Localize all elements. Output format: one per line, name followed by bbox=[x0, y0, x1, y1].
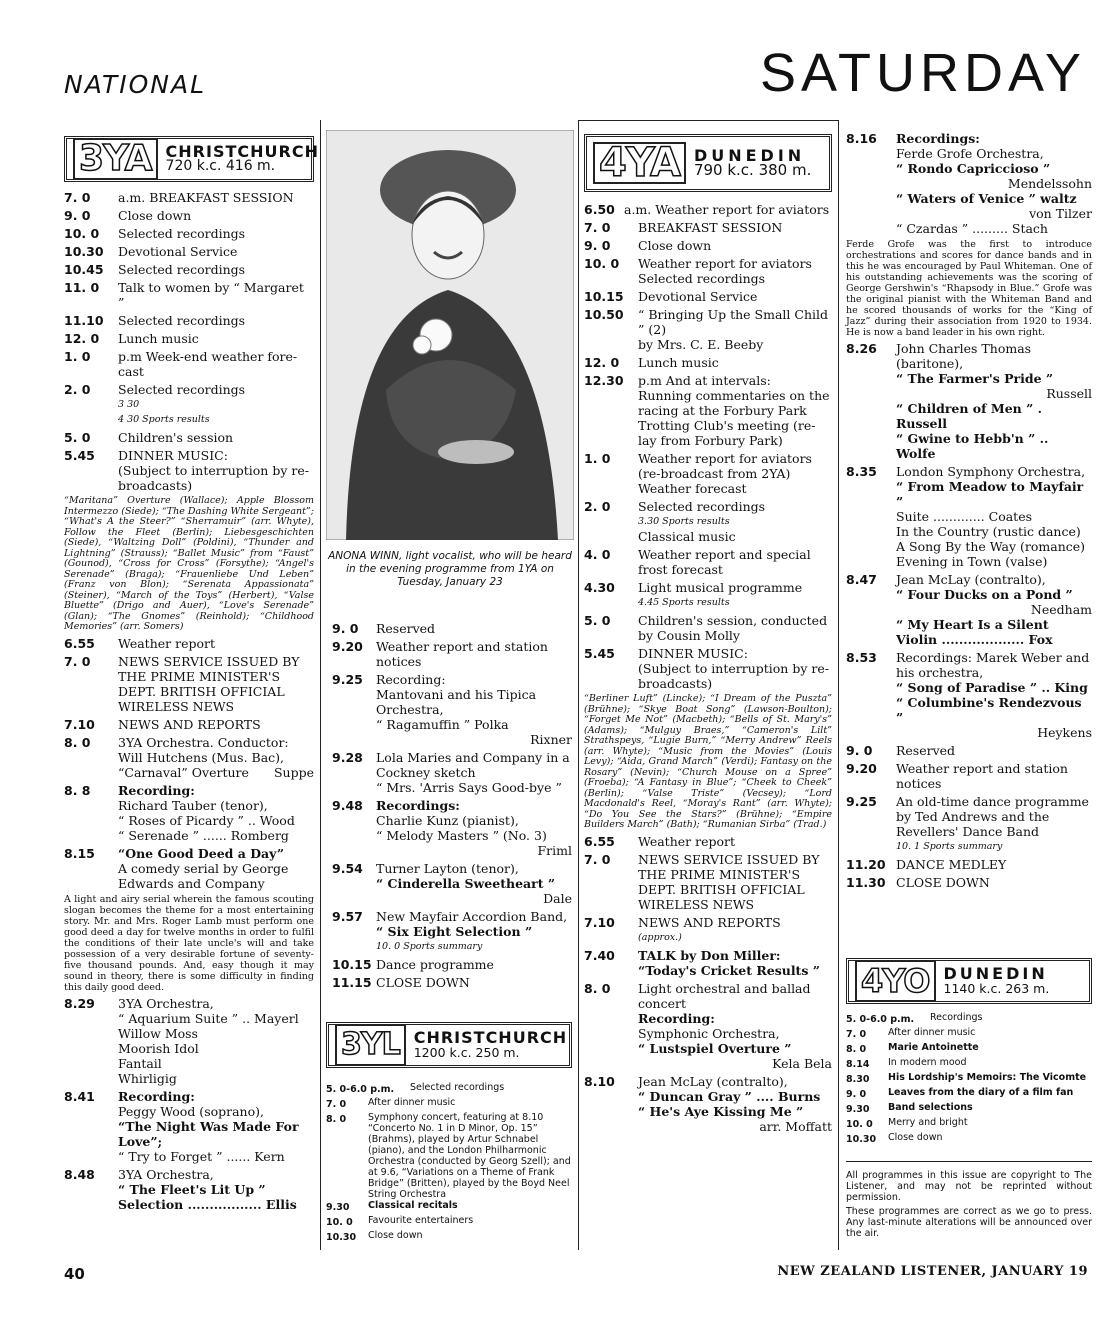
programme-entry: 9. 0 Close down bbox=[64, 208, 192, 223]
programme-entry: 9.25 Recording: Mantovani and his Tipica Orchestra, “ Ragamuffin ” Polka Rixner bbox=[332, 672, 572, 747]
programme-entry: 8.15 “One Good Deed a Day” A comedy serial by George Edwards and Company bbox=[64, 845, 289, 891]
programme-entry: 8.53 Recordings: Marek Weber and his orchestra, “ Song of Paradise ” .. King “ Columbine's Rendezvous ” Heykens bbox=[846, 650, 1092, 740]
programme-entry: 9.57 New Mayfair Accordion Band, “ Six Eight Selection ” 10. 0 Sports summary bbox=[332, 909, 568, 952]
programme-entry: 8. 0 3YA Orchestra. Conductor: Will Hutchens (Mus. Bac), “Carnaval” Overture Suppe bbox=[64, 734, 314, 780]
programme-entry: 10. 0 Selected recordings bbox=[64, 226, 246, 241]
dinner-music-list: “Maritana” Overture (Wallace); Apple Blossom Intermezzo (Siede); “The Dashing White Sergeant”; “What's A the Steer?” “Sherramuir” (arr. Whyte), Follow the Fleet (Berlin); Liebesgeschichten (Siede), “Waltzing Doll” (Poldini), “Thunder and Lightning” (Strauss); “Ballet Music” from “Faust” (Gounod), “Cross for Cross” (Forsythe); “Angel's Serenade” (Braga); “Frauenliebe Und Leben” (Franz von Blon); “Serenata Appassionata” (Steiner), “March of the Toys” (Herbert), “Valse Bluette” (Drigo and Auer), “Love's Serenade” (Glan); “The Gnomes” (Reinhold); “Childhood Memories” (arr. Somers) bbox=[64, 495, 314, 632]
programme-entry: 10. 0 Weather report for aviators Selected recordings bbox=[584, 256, 812, 286]
programme-entry: 11.10 Selected recordings bbox=[64, 313, 246, 328]
station-city: CHRISTCHURCH bbox=[413, 1028, 568, 1047]
programme-entry: 10. 0 Merry and bright bbox=[846, 1117, 968, 1130]
station-header bbox=[64, 136, 319, 182]
programme-entry: 8.30 His Lordship's Memoirs: The Vicomte bbox=[846, 1072, 1087, 1085]
programme-entry: 7.10 NEWS AND REPORTS (approx.) bbox=[584, 914, 781, 943]
programme-entry: 9.54 Turner Layton (tenor), “ Cinderella Sweetheart ” Dale bbox=[332, 861, 572, 906]
programme-entry: 6.50 a.m. Weather report for aviators bbox=[584, 202, 830, 217]
programme-entry: 8. 0 Symphony concert, featuring at 8.10 “Concerto No. 1 in D Minor, Op. 15” (Brahms), played by Artur Schnabel (piano), and the London Philharmonic Orchestra (conducted by Georg Szell); and at 9.6, “Variations on a Theme of Frank Bridge” (Britten), played by the Boyd Neel String Orchestra bbox=[326, 1112, 571, 1200]
station-4ya-continued bbox=[846, 128, 1092, 890]
divider bbox=[846, 1161, 1092, 1162]
programme-entry: 9. 0 Close down bbox=[584, 238, 712, 253]
programme-entry: 8.48 3YA Orchestra, “ The Fleet's Lit Up ” Selection ................. Ellis bbox=[64, 1166, 297, 1212]
station-4yo bbox=[846, 958, 1092, 1242]
programme-entry: 9. 0 Leaves from the diary of a film fan bbox=[846, 1087, 1074, 1100]
programme-entry: 9. 0 Reserved bbox=[332, 621, 436, 636]
programme-entry: 5. 0-6.0 p.m. Recordings bbox=[846, 1012, 983, 1025]
programme-entry: 9.48 Recordings: Charlie Kunz (pianist), “ Melody Masters ” (No. 3) Friml bbox=[332, 798, 572, 858]
programme-entry: 8. 0 Marie Antoinette bbox=[846, 1042, 979, 1055]
section-title: NATIONAL bbox=[64, 70, 207, 99]
station-frequency: 1140 k.c. 263 m. bbox=[943, 981, 1050, 996]
programme-entry: 11.20 DANCE MEDLEY bbox=[846, 857, 1007, 872]
programme-entry: 7. 0 a.m. BREAKFAST SESSION bbox=[64, 190, 294, 205]
station-city: DUNEDIN bbox=[943, 964, 1048, 983]
publication-line: NEW ZEALAND LISTENER, JANUARY 19 bbox=[777, 1264, 1088, 1279]
programme-entry: 12.30 p.m And at intervals: Running commentaries on the racing at the Forbury Park Trotting Club's meeting (re-lay from Forbury Park) bbox=[584, 373, 830, 448]
station-logo: 4YA bbox=[593, 142, 686, 184]
programme-entry: 8. 8 Recording: Richard Tauber (tenor), “ Roses of Picardy ” .. Wood “ Serenade ” ...... Romberg bbox=[64, 782, 295, 843]
programme-entry: 11. 0 Talk to women by “ Margaret ” bbox=[64, 280, 304, 310]
station-logo: 3YA bbox=[73, 138, 158, 180]
photo-caption: ANONA WINN, light vocalist, who will be heard in the evening programme from 1YA on Tuesday, January 23 bbox=[328, 550, 572, 588]
programme-entry: 6.55 Weather report bbox=[64, 635, 215, 651]
copyright-notice: All programmes in this issue are copyright to The Listener, and may not be reprinted without permission. bbox=[846, 1170, 1092, 1203]
station-logo: 3YL bbox=[335, 1024, 406, 1066]
page-number: 40 bbox=[64, 1265, 85, 1283]
programme-entry: 8.47 Jean McLay (contralto), “ Four Ducks on a Pond ” Needham “ My Heart Is a Silent Violin ................... Fox bbox=[846, 572, 1092, 647]
programme-entry: 8.35 London Symphony Orchestra, “ From Meadow to Mayfair ” Suite ............. Coates In the Country (rustic dance) A Song By the Way (romance) Evening in Town (valse) bbox=[846, 464, 1086, 569]
programme-entry: 10. 0 Favourite entertainers bbox=[326, 1215, 474, 1228]
programme-entry: 9.28 Lola Maries and Company in a Cockney sketch “ Mrs. 'Arris Says Good-bye ” bbox=[332, 750, 570, 795]
programme-entry: 1. 0 Weather report for aviators (re-broadcast from 2YA) Weather forecast bbox=[584, 451, 812, 496]
station-header bbox=[326, 1022, 572, 1068]
station-city: CHRISTCHURCH bbox=[165, 142, 319, 161]
programme-entry: 8.14 In modern mood bbox=[846, 1057, 967, 1070]
station-3yl bbox=[326, 1022, 572, 1245]
programme-entry: 10.30 Close down bbox=[326, 1230, 423, 1243]
column-rule bbox=[578, 120, 579, 1250]
programme-entry: 5.45 DINNER MUSIC: (Subject to interruption by re-broadcasts) bbox=[64, 448, 309, 493]
programme-entry: 7.10 NEWS AND REPORTS bbox=[64, 716, 261, 732]
programme-entry: 2. 0 Selected recordings 3.30 Sports results Classical music bbox=[584, 499, 766, 544]
programme-entry: 10.50 “ Bringing Up the Small Child ” (2) by Mrs. C. E. Beeby bbox=[584, 307, 829, 352]
programme-entry: 2. 0 Selected recordings 3 30 4 30 Sports results bbox=[64, 382, 246, 425]
programme-entry: 7.40 TALK by Don Miller: “Today's Cricket Results ” bbox=[584, 947, 820, 978]
programme-entry: 10.45 Selected recordings bbox=[64, 262, 246, 277]
station-frequency: 720 k.c. 416 m. bbox=[165, 158, 276, 174]
programme-entry: 10.30 Close down bbox=[846, 1132, 943, 1145]
programme-entry: 5. 0 Children's session, conducted by Cousin Molly bbox=[584, 613, 828, 643]
programme-entry: 4.30 Light musical programme 4.45 Sports results bbox=[584, 580, 803, 608]
station-logo: 4YO bbox=[855, 960, 936, 1002]
programme-entry: 1. 0 p.m Week-end weather fore-cast bbox=[64, 349, 298, 379]
station-frequency: 790 k.c. 380 m. bbox=[693, 161, 812, 179]
serial-description: A light and airy serial wherein the famous scouting slogan becomes the theme for a most entertaining story. Mr. and Mrs. Roger Lamb must perform one good deed a day for twelve months in order to fulfil the conditions of their late uncle's will and take possession of a very desirable fortune of seventy-five thousand pounds. And, easy though it may sound in theory, there is some difficulty in finding this daily good deed. bbox=[64, 893, 314, 993]
programme-entry: 6.55 Weather report bbox=[584, 833, 735, 849]
programme-entry: 9.20 Weather report and station notices bbox=[846, 761, 1068, 791]
station-header bbox=[846, 958, 1092, 1004]
programme-entry: 7. 0 After dinner music bbox=[326, 1097, 456, 1110]
programme-entry: 9.30 Band selections bbox=[846, 1102, 973, 1115]
programme-entry: 12. 0 Lunch music bbox=[64, 331, 199, 346]
column-rule bbox=[838, 120, 839, 1250]
programme-entry: 10.30 Devotional Service bbox=[64, 244, 238, 259]
programme-entry: 5. 0-6.0 p.m. Selected recordings bbox=[326, 1082, 505, 1095]
programme-entry: 12. 0 Lunch music bbox=[584, 355, 719, 370]
programme-entry: 5.45 DINNER MUSIC: (Subject to interruption by re-broadcasts) bbox=[584, 646, 829, 691]
programme-entry: 5. 0 Children's session bbox=[64, 430, 234, 445]
station-city: DUNEDIN bbox=[693, 146, 806, 165]
column-rule bbox=[320, 120, 321, 1250]
station-4ya bbox=[584, 134, 832, 1134]
programme-entry: 8.16 Recordings: Ferde Grofe Orchestra, “ Rondo Capriccioso ” Mendelssohn “ Waters of Venice ” waltz von Tilzer “ Czardas ” ......... Stach bbox=[846, 131, 1092, 236]
programme-entry: 7. 0 After dinner music bbox=[846, 1027, 976, 1040]
top-rule bbox=[578, 120, 838, 121]
station-3ya-continued bbox=[332, 618, 572, 990]
programme-entry: 9.20 Weather report and station notices bbox=[332, 639, 548, 669]
programme-entry: 8.26 John Charles Thomas (baritone), “ The Farmer's Pride ” Russell “ Children of Men ” . Russell “ Gwine to Hebb'n ” .. Wolfe bbox=[846, 341, 1092, 461]
portrait-photo bbox=[326, 130, 574, 540]
dinner-music-list: “Berliner Luft” (Lincke); “I Dream of the Puszta” (Brühne); “Skye Boat Song” (Lawson-Boulton); “Forget Me Not” (Macbeth); “Bells of St. Mary's” (Adams); “Mulguy Braes,” “Cameron's Lilt” Strathspeys, “Lugie Burn,” “Merry Andrew” Reels (arr. Whyte); “Music from the Movies” (Louis Levy); “Aida, Grand March” (Verdi); Fantasy on the Rosary” (Nevin); “Church Mouse on a Spree” (Froeba); “A Fantasy in Blue”; “Cheek to Cheek” (Berlin); “Valse Triste” (Vecsey); “Lord Macdonald's Reel, “Moray's Rant” (arr. Whyte); “Do You See the Stars?” (Brühne); “Empire Builders March” (Bath); “Rumanian Sirba” (Trad.) bbox=[584, 693, 832, 830]
programme-entry: 9. 0 Reserved bbox=[846, 743, 956, 758]
programme-entry: 9.25 An old-time dance programme by Ted Andrews and the Revellers' Dance Band 10. 1 Sports summary bbox=[846, 794, 1089, 852]
portrait-image bbox=[326, 130, 574, 540]
programme-entry: 9.30 Classical recitals bbox=[326, 1200, 458, 1213]
programme-entry: 7. 0 NEWS SERVICE ISSUED BY THE PRIME MINISTER'S DEPT. BRITISH OFFICIAL WIRELESS NEWS bbox=[64, 653, 300, 714]
programme-entry: 8.10 Jean McLay (contralto), “ Duncan Gray ” .... Burns “ He's Aye Kissing Me ” arr. Moffatt bbox=[584, 1073, 832, 1134]
programme-entry: 8.29 3YA Orchestra, “ Aquarium Suite ” .. Mayerl Willow Moss Moorish Idol Fantail Whirligig bbox=[64, 995, 299, 1086]
programme-entry: 4. 0 Weather report and special frost forecast bbox=[584, 547, 811, 577]
grofe-note: Ferde Grofe was the first to introduce orchestrations and scores for dance bands and in this he was encouraged by Paul Whiteman. One of his outstanding achievements was the scoring of George Gershwin's “Rhapsody in Blue.” Grofe was the original pianist with the Whiteman Band and he scored thousands of works for the “King of Jazz” during their association from 1920 to 1934. He is now a band leader in his own right. bbox=[846, 239, 1092, 338]
programme-entry: 7. 0 NEWS SERVICE ISSUED BY THE PRIME MINISTER'S DEPT. BRITISH OFFICIAL WIRELESS NEWS bbox=[584, 851, 820, 912]
programme-entry: 8. 0 Light orchestral and ballad concert Recording: Symphonic Orchestra, “ Lustspiel Overture ” Kela Bela bbox=[584, 980, 832, 1071]
programme-entry: 7. 0 BREAKFAST SESSION bbox=[584, 220, 783, 235]
programme-entry: 11.30 CLOSE DOWN bbox=[846, 875, 990, 890]
programme-entry: 10.15 Dance programme bbox=[332, 957, 494, 972]
station-3ya bbox=[64, 136, 319, 1212]
station-header bbox=[584, 134, 832, 192]
alterations-notice: These programmes are correct as we go to press. Any last-minute alterations will be announced over the air. bbox=[846, 1206, 1092, 1239]
programme-entry: 8.41 Recording: Peggy Wood (soprano), “The Night Was Made For Love”; “ Try to Forget ” ...... Kern bbox=[64, 1088, 299, 1164]
station-frequency: 1200 k.c. 250 m. bbox=[413, 1045, 520, 1060]
day-title: SATURDAY bbox=[759, 43, 1086, 103]
programme-entry: 10.15 Devotional Service bbox=[584, 289, 758, 304]
programme-entry: 11.15 CLOSE DOWN bbox=[332, 975, 470, 990]
